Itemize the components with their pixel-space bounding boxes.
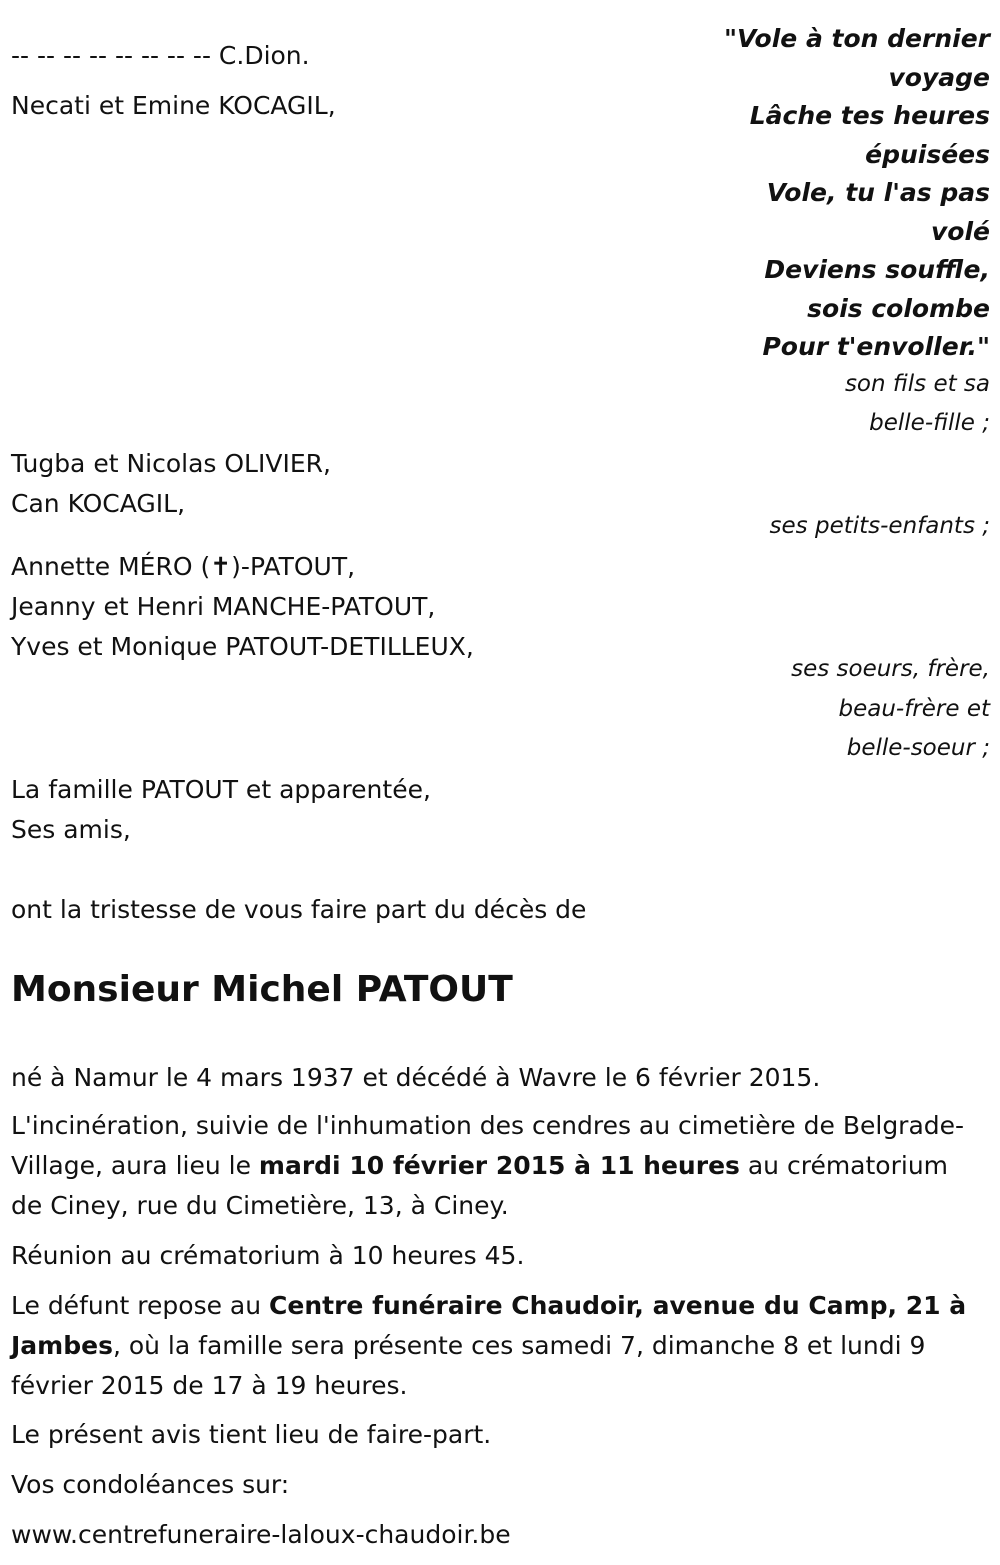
son-role: son fils et sa [844, 371, 990, 397]
cremation-date: mardi 10 février 2015 à 11 heures [258, 1151, 740, 1180]
grandchild-name: Can KOCAGIL, [11, 489, 186, 518]
quote-line: Deviens souffle, [764, 255, 990, 284]
quote-line: "Vole à ton dernier [724, 24, 990, 53]
funeral-center: Centre funéraire Chaudoir, avenue du Camp, 21 à Jambes [11, 1291, 967, 1360]
condolences-link[interactable]: www.centrefuneraire-laloux-chaudoir.be [11, 1520, 511, 1549]
family-other: Ses amis, [11, 815, 131, 844]
deceased-name: Monsieur Michel PATOUT [11, 969, 513, 1010]
birth-death-text: né à Namur le 4 mars 1937 et décédé à Wavre le 6 février 2015. [11, 1063, 821, 1092]
son-names: Necati et Emine KOCAGIL, [11, 91, 336, 120]
grandchild-name: Tugba et Nicolas OLIVIER, [11, 449, 331, 478]
cremation-text: L'incinération, suivie de l'inhumation des cendres au cimetière de Belgrade-Village, aura lieu le mardi 10 février 2015 à 11 heures au crématorium de Ciney, rue du Cimetière, 13, à Ciney. [11, 1111, 965, 1220]
condolences-link-wrapper [11, 1515, 971, 1555]
sibling-name: Jeanny et Henri MANCHE-PATOUT, [11, 592, 436, 621]
notice-text: Le présent avis tient lieu de faire-part. [11, 1420, 492, 1449]
quote-line: volé [931, 217, 990, 246]
quote-line: Pour t'envoller." [762, 332, 990, 361]
quote-line: Vole, tu l'as pas [766, 178, 990, 207]
quote-line: épuisées [865, 140, 990, 169]
meeting-text: Réunion au crématorium à 10 heures 45. [11, 1241, 525, 1270]
quote-line: voyage [888, 63, 990, 92]
condolences-label: Vos condoléances sur: [11, 1470, 290, 1499]
quote-line: Lâche tes heures [749, 101, 990, 130]
siblings-role: ses soeurs, frère, [791, 656, 990, 682]
grandchildren-role: ses petits-enfants ; [769, 513, 990, 539]
siblings-role: beau-frère et [838, 696, 990, 722]
sibling-name: Annette MÉRO (✝)-PATOUT, [11, 552, 356, 581]
quote-author: -- -- -- -- -- -- -- -- C.Dion. [11, 41, 310, 70]
siblings-role: belle-soeur ; [846, 735, 990, 761]
son-role: belle-fille ; [869, 410, 990, 436]
quote-line: sois colombe [807, 294, 990, 323]
sibling-name: Yves et Monique PATOUT-DETILLEUX, [11, 632, 474, 661]
rest-text: Le défunt repose au Centre funéraire Chaudoir, avenue du Camp, 21 à Jambes, où la famille sera présente ces samedi 7, dimanche 8 et lundi 9 février 2015 de 17 à 19 heures. [11, 1291, 967, 1400]
announcement-text: ont la tristesse de vous faire part du décès de [11, 895, 587, 924]
family-other: La famille PATOUT et apparentée, [11, 775, 431, 804]
cross-icon: ✝ [210, 552, 232, 581]
